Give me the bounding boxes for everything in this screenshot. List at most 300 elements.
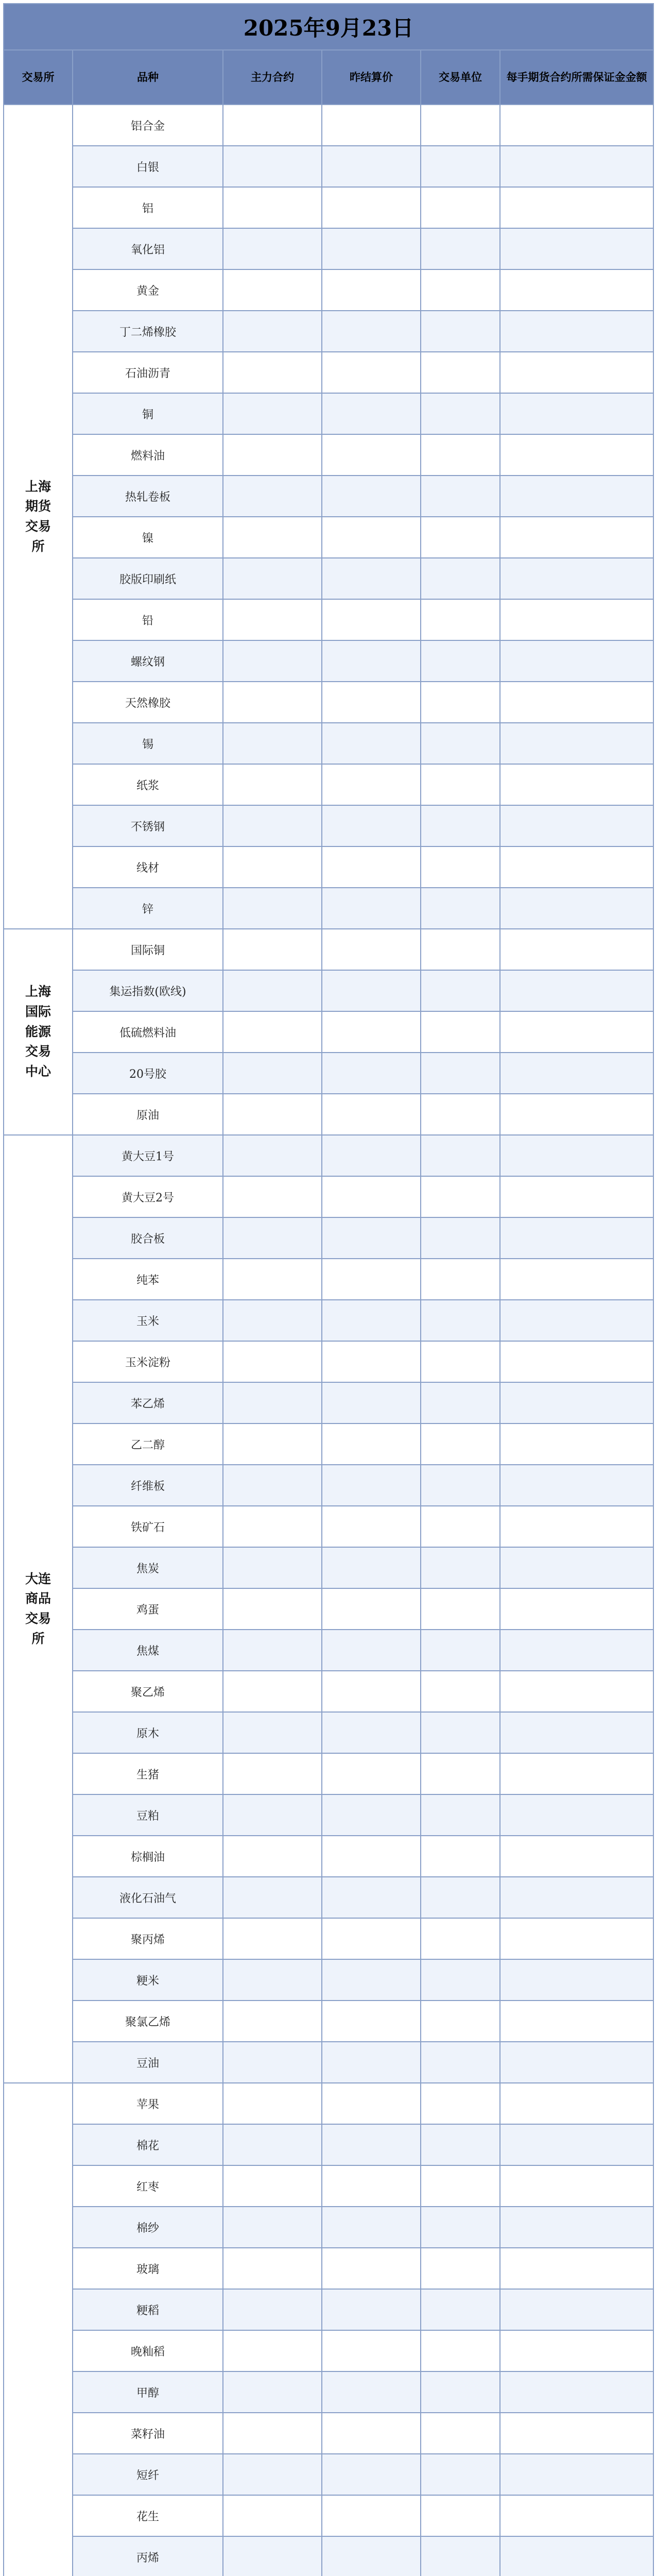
table-row xyxy=(4,1423,653,1465)
margin-cell xyxy=(500,311,653,352)
main-contract-cell xyxy=(223,2124,322,2165)
main-contract-cell xyxy=(223,1753,322,1794)
trading-unit-cell xyxy=(421,1877,500,1918)
main-contract-cell xyxy=(223,476,322,517)
table-row xyxy=(4,929,653,970)
prev-settle-cell xyxy=(322,1011,421,1053)
product-cell: 铝 xyxy=(73,187,223,228)
header-exchange: 交易所 xyxy=(4,50,73,105)
prev-settle-cell xyxy=(322,517,421,558)
product-cell: 铅 xyxy=(73,599,223,640)
table-row xyxy=(4,2454,653,2495)
prev-settle-cell xyxy=(322,2165,421,2207)
margin-cell xyxy=(500,1506,653,1547)
margin-cell xyxy=(500,723,653,764)
margin-cell xyxy=(500,682,653,723)
prev-settle-cell xyxy=(322,1506,421,1547)
trading-unit-cell xyxy=(421,476,500,517)
trading-unit-cell xyxy=(421,1918,500,1959)
prev-settle-cell xyxy=(322,805,421,846)
product-cell: 苹果 xyxy=(73,2083,223,2124)
product-cell: 红枣 xyxy=(73,2165,223,2207)
product-cell: 苯乙烯 xyxy=(73,1382,223,1423)
margin-cell xyxy=(500,1753,653,1794)
prev-settle-cell xyxy=(322,1918,421,1959)
trading-unit-cell xyxy=(421,1547,500,1588)
trading-unit-cell xyxy=(421,1135,500,1176)
margin-cell xyxy=(500,1382,653,1423)
margin-table-sheet xyxy=(3,3,653,2576)
table-row xyxy=(4,1135,653,1176)
main-contract-cell xyxy=(223,2536,322,2576)
header-margin-per-lot: 每手期货合约所需保证金金额 xyxy=(500,50,653,105)
table-row xyxy=(4,723,653,764)
margin-cell xyxy=(500,929,653,970)
main-contract-cell xyxy=(223,228,322,269)
product-cell: 线材 xyxy=(73,846,223,888)
table-title: 2025年9月23日 xyxy=(4,4,653,50)
product-cell: 天然橡胶 xyxy=(73,682,223,723)
prev-settle-cell xyxy=(322,1094,421,1135)
prev-settle-cell xyxy=(322,1630,421,1671)
trading-unit-cell xyxy=(421,1259,500,1300)
header-prev-settle: 昨结算价 xyxy=(322,50,421,105)
table-row xyxy=(4,640,653,682)
trading-unit-cell xyxy=(421,764,500,805)
prev-settle-cell xyxy=(322,846,421,888)
main-contract-cell xyxy=(223,1465,322,1506)
main-contract-cell xyxy=(223,929,322,970)
trading-unit-cell xyxy=(421,1506,500,1547)
product-cell: 原油 xyxy=(73,1094,223,1135)
trading-unit-cell xyxy=(421,269,500,311)
trading-unit-cell xyxy=(421,2536,500,2576)
main-contract-cell xyxy=(223,1259,322,1300)
product-cell: 黄大豆1号 xyxy=(73,1135,223,1176)
table-row xyxy=(4,1259,653,1300)
trading-unit-cell xyxy=(421,805,500,846)
margin-cell xyxy=(500,1094,653,1135)
main-contract-cell xyxy=(223,2413,322,2454)
prev-settle-cell xyxy=(322,2042,421,2083)
product-cell: 玻璃 xyxy=(73,2248,223,2289)
prev-settle-cell xyxy=(322,1135,421,1176)
trading-unit-cell xyxy=(421,2124,500,2165)
product-cell: 棉花 xyxy=(73,2124,223,2165)
main-contract-cell xyxy=(223,1712,322,1753)
product-cell: 胶版印刷纸 xyxy=(73,558,223,599)
margin-cell xyxy=(500,2042,653,2083)
main-contract-cell xyxy=(223,2083,322,2124)
table-row xyxy=(4,888,653,929)
prev-settle-cell xyxy=(322,1341,421,1382)
main-contract-cell xyxy=(223,2207,322,2248)
trading-unit-cell xyxy=(421,2207,500,2248)
trading-unit-cell xyxy=(421,1465,500,1506)
main-contract-cell xyxy=(223,1176,322,1217)
table-row xyxy=(4,1382,653,1423)
table-row xyxy=(4,2371,653,2413)
trading-unit-cell xyxy=(421,311,500,352)
margin-cell xyxy=(500,105,653,146)
product-cell: 花生 xyxy=(73,2495,223,2536)
margin-cell xyxy=(500,476,653,517)
prev-settle-cell xyxy=(322,2536,421,2576)
prev-settle-cell xyxy=(322,1259,421,1300)
main-contract-cell xyxy=(223,2001,322,2042)
trading-unit-cell xyxy=(421,2413,500,2454)
main-contract-cell xyxy=(223,434,322,476)
exchange-name-cell: 大连商品交易所 xyxy=(4,1135,73,2083)
table-row xyxy=(4,1918,653,1959)
main-contract-cell xyxy=(223,1382,322,1423)
table-row xyxy=(4,2207,653,2248)
trading-unit-cell xyxy=(421,2454,500,2495)
margin-cell xyxy=(500,1423,653,1465)
table-row xyxy=(4,2083,653,2124)
margin-cell xyxy=(500,1794,653,1836)
main-contract-cell xyxy=(223,1630,322,1671)
table-row xyxy=(4,1588,653,1630)
product-cell: 棉纱 xyxy=(73,2207,223,2248)
product-cell: 纸浆 xyxy=(73,764,223,805)
table-row xyxy=(4,1300,653,1341)
prev-settle-cell xyxy=(322,1300,421,1341)
margin-cell xyxy=(500,2248,653,2289)
product-cell: 集运指数(欧线) xyxy=(73,970,223,1011)
prev-settle-cell xyxy=(322,1671,421,1712)
product-cell: 镍 xyxy=(73,517,223,558)
margin-cell xyxy=(500,2001,653,2042)
main-contract-cell xyxy=(223,393,322,434)
prev-settle-cell xyxy=(322,352,421,393)
margin-cell xyxy=(500,1341,653,1382)
main-contract-cell xyxy=(223,1506,322,1547)
margin-cell xyxy=(500,2289,653,2330)
trading-unit-cell xyxy=(421,640,500,682)
product-cell: 锡 xyxy=(73,723,223,764)
product-cell: 丁二烯橡胶 xyxy=(73,311,223,352)
trading-unit-cell xyxy=(421,2330,500,2371)
main-contract-cell xyxy=(223,352,322,393)
trading-unit-cell xyxy=(421,352,500,393)
product-cell: 短纤 xyxy=(73,2454,223,2495)
main-contract-cell xyxy=(223,805,322,846)
margin-cell xyxy=(500,1877,653,1918)
trading-unit-cell xyxy=(421,1341,500,1382)
prev-settle-cell xyxy=(322,2454,421,2495)
product-cell: 豆粕 xyxy=(73,1794,223,1836)
product-cell: 玉米淀粉 xyxy=(73,1341,223,1382)
prev-settle-cell xyxy=(322,146,421,187)
product-cell: 豆油 xyxy=(73,2042,223,2083)
product-cell: 氧化铝 xyxy=(73,228,223,269)
prev-settle-cell xyxy=(322,1877,421,1918)
main-contract-cell xyxy=(223,311,322,352)
table-row xyxy=(4,1753,653,1794)
header-trading-unit: 交易单位 xyxy=(421,50,500,105)
margin-cell xyxy=(500,2454,653,2495)
product-cell: 白银 xyxy=(73,146,223,187)
table-row xyxy=(4,1959,653,2001)
exchange-name-cell xyxy=(4,2083,73,2576)
main-contract-cell xyxy=(223,1671,322,1712)
product-cell: 黄金 xyxy=(73,269,223,311)
margin-cell xyxy=(500,2536,653,2576)
product-cell: 棕榈油 xyxy=(73,1836,223,1877)
table-row xyxy=(4,846,653,888)
table-row xyxy=(4,1465,653,1506)
main-contract-cell xyxy=(223,1547,322,1588)
product-cell: 原木 xyxy=(73,1712,223,1753)
main-contract-cell xyxy=(223,764,322,805)
prev-settle-cell xyxy=(322,970,421,1011)
product-cell: 乙二醇 xyxy=(73,1423,223,1465)
prev-settle-cell xyxy=(322,434,421,476)
margin-cell xyxy=(500,2413,653,2454)
header-main-contract: 主力合约 xyxy=(223,50,322,105)
margin-cell xyxy=(500,434,653,476)
margin-cell xyxy=(500,2371,653,2413)
exchange-name-cell: 上海国际能源交易中心 xyxy=(4,929,73,1135)
main-contract-cell xyxy=(223,517,322,558)
prev-settle-cell xyxy=(322,764,421,805)
main-contract-cell xyxy=(223,1918,322,1959)
prev-settle-cell xyxy=(322,476,421,517)
product-cell: 焦炭 xyxy=(73,1547,223,1588)
table-row xyxy=(4,1506,653,1547)
margin-cell xyxy=(500,640,653,682)
margin-cell xyxy=(500,888,653,929)
prev-settle-cell xyxy=(322,888,421,929)
product-cell: 铁矿石 xyxy=(73,1506,223,1547)
table-row xyxy=(4,2001,653,2042)
trading-unit-cell xyxy=(421,1217,500,1259)
table-row xyxy=(4,764,653,805)
trading-unit-cell xyxy=(421,1836,500,1877)
table-row xyxy=(4,393,653,434)
prev-settle-cell xyxy=(322,1053,421,1094)
trading-unit-cell xyxy=(421,1300,500,1341)
table-row xyxy=(4,187,653,228)
product-cell: 菜籽油 xyxy=(73,2413,223,2454)
margin-cell xyxy=(500,1259,653,1300)
product-cell: 螺纹钢 xyxy=(73,640,223,682)
margin-cell xyxy=(500,1588,653,1630)
prev-settle-cell xyxy=(322,2001,421,2042)
prev-settle-cell xyxy=(322,1712,421,1753)
table-row xyxy=(4,517,653,558)
product-cell: 黄大豆2号 xyxy=(73,1176,223,1217)
main-contract-cell xyxy=(223,1135,322,1176)
main-contract-cell xyxy=(223,599,322,640)
table-row xyxy=(4,1011,653,1053)
table-row xyxy=(4,2165,653,2207)
margin-cell xyxy=(500,393,653,434)
table-row xyxy=(4,599,653,640)
product-cell: 石油沥青 xyxy=(73,352,223,393)
table-row xyxy=(4,1712,653,1753)
trading-unit-cell xyxy=(421,2001,500,2042)
futures-margin-table xyxy=(3,3,654,2576)
prev-settle-cell xyxy=(322,187,421,228)
product-cell: 生猪 xyxy=(73,1753,223,1794)
main-contract-cell xyxy=(223,1836,322,1877)
product-cell: 国际铜 xyxy=(73,929,223,970)
table-row xyxy=(4,476,653,517)
header-product: 品种 xyxy=(73,50,223,105)
table-row xyxy=(4,2413,653,2454)
main-contract-cell xyxy=(223,1877,322,1918)
margin-cell xyxy=(500,1300,653,1341)
prev-settle-cell xyxy=(322,723,421,764)
trading-unit-cell xyxy=(421,846,500,888)
trading-unit-cell xyxy=(421,2248,500,2289)
margin-cell xyxy=(500,805,653,846)
margin-cell xyxy=(500,764,653,805)
margin-cell xyxy=(500,1011,653,1053)
margin-cell xyxy=(500,599,653,640)
main-contract-cell xyxy=(223,2289,322,2330)
margin-cell xyxy=(500,146,653,187)
main-contract-cell xyxy=(223,1011,322,1053)
table-row xyxy=(4,2289,653,2330)
main-contract-cell xyxy=(223,2454,322,2495)
margin-cell xyxy=(500,1959,653,2001)
trading-unit-cell xyxy=(421,1794,500,1836)
trading-unit-cell xyxy=(421,434,500,476)
main-contract-cell xyxy=(223,682,322,723)
prev-settle-cell xyxy=(322,1588,421,1630)
trading-unit-cell xyxy=(421,1630,500,1671)
prev-settle-cell xyxy=(322,269,421,311)
product-cell: 甲醇 xyxy=(73,2371,223,2413)
table-row xyxy=(4,682,653,723)
main-contract-cell xyxy=(223,1217,322,1259)
product-cell: 鸡蛋 xyxy=(73,1588,223,1630)
margin-cell xyxy=(500,970,653,1011)
prev-settle-cell xyxy=(322,1217,421,1259)
product-cell: 热轧卷板 xyxy=(73,476,223,517)
trading-unit-cell xyxy=(421,2289,500,2330)
margin-cell xyxy=(500,517,653,558)
prev-settle-cell xyxy=(322,1547,421,1588)
trading-unit-cell xyxy=(421,1712,500,1753)
product-cell: 聚丙烯 xyxy=(73,1918,223,1959)
table-row xyxy=(4,1630,653,1671)
table-row xyxy=(4,1217,653,1259)
main-contract-cell xyxy=(223,269,322,311)
trading-unit-cell xyxy=(421,1176,500,1217)
table-row xyxy=(4,228,653,269)
main-contract-cell xyxy=(223,2165,322,2207)
margin-cell xyxy=(500,558,653,599)
product-cell: 不锈钢 xyxy=(73,805,223,846)
margin-cell xyxy=(500,1135,653,1176)
main-contract-cell xyxy=(223,970,322,1011)
product-cell: 燃料油 xyxy=(73,434,223,476)
trading-unit-cell xyxy=(421,2083,500,2124)
trading-unit-cell xyxy=(421,888,500,929)
table-row xyxy=(4,2536,653,2576)
exchange-name-cell: 上海期货交易所 xyxy=(4,105,73,929)
main-contract-cell xyxy=(223,640,322,682)
main-contract-cell xyxy=(223,558,322,599)
table-row xyxy=(4,805,653,846)
product-cell: 粳米 xyxy=(73,1959,223,2001)
margin-cell xyxy=(500,1712,653,1753)
table-body xyxy=(4,105,653,2576)
trading-unit-cell xyxy=(421,1671,500,1712)
trading-unit-cell xyxy=(421,1588,500,1630)
prev-settle-cell xyxy=(322,2495,421,2536)
prev-settle-cell xyxy=(322,1423,421,1465)
prev-settle-cell xyxy=(322,2124,421,2165)
prev-settle-cell xyxy=(322,1836,421,1877)
product-cell: 胶合板 xyxy=(73,1217,223,1259)
margin-cell xyxy=(500,1176,653,1217)
product-cell: 铜 xyxy=(73,393,223,434)
prev-settle-cell xyxy=(322,558,421,599)
table-row xyxy=(4,1341,653,1382)
table-row xyxy=(4,1547,653,1588)
trading-unit-cell xyxy=(421,1753,500,1794)
table-row xyxy=(4,558,653,599)
table-row xyxy=(4,2248,653,2289)
trading-unit-cell xyxy=(421,1382,500,1423)
prev-settle-cell xyxy=(322,393,421,434)
main-contract-cell xyxy=(223,1794,322,1836)
table-row xyxy=(4,1094,653,1135)
margin-cell xyxy=(500,846,653,888)
margin-cell xyxy=(500,1836,653,1877)
product-cell: 晚籼稻 xyxy=(73,2330,223,2371)
main-contract-cell xyxy=(223,1423,322,1465)
main-contract-cell xyxy=(223,1341,322,1382)
margin-cell xyxy=(500,1630,653,1671)
trading-unit-cell xyxy=(421,517,500,558)
prev-settle-cell xyxy=(322,1465,421,1506)
header-row xyxy=(4,50,653,105)
table-row xyxy=(4,352,653,393)
trading-unit-cell xyxy=(421,2495,500,2536)
margin-cell xyxy=(500,2124,653,2165)
main-contract-cell xyxy=(223,2371,322,2413)
prev-settle-cell xyxy=(322,640,421,682)
prev-settle-cell xyxy=(322,682,421,723)
trading-unit-cell xyxy=(421,929,500,970)
margin-cell xyxy=(500,228,653,269)
table-row xyxy=(4,1671,653,1712)
prev-settle-cell xyxy=(322,2330,421,2371)
margin-cell xyxy=(500,1053,653,1094)
trading-unit-cell xyxy=(421,1053,500,1094)
prev-settle-cell xyxy=(322,1794,421,1836)
prev-settle-cell xyxy=(322,2083,421,2124)
table-row xyxy=(4,311,653,352)
table-row xyxy=(4,2330,653,2371)
prev-settle-cell xyxy=(322,2207,421,2248)
product-cell: 纯苯 xyxy=(73,1259,223,1300)
trading-unit-cell xyxy=(421,599,500,640)
product-cell: 液化石油气 xyxy=(73,1877,223,1918)
table-row xyxy=(4,269,653,311)
main-contract-cell xyxy=(223,723,322,764)
table-row xyxy=(4,1794,653,1836)
prev-settle-cell xyxy=(322,2289,421,2330)
margin-cell xyxy=(500,2495,653,2536)
table-row xyxy=(4,1836,653,1877)
